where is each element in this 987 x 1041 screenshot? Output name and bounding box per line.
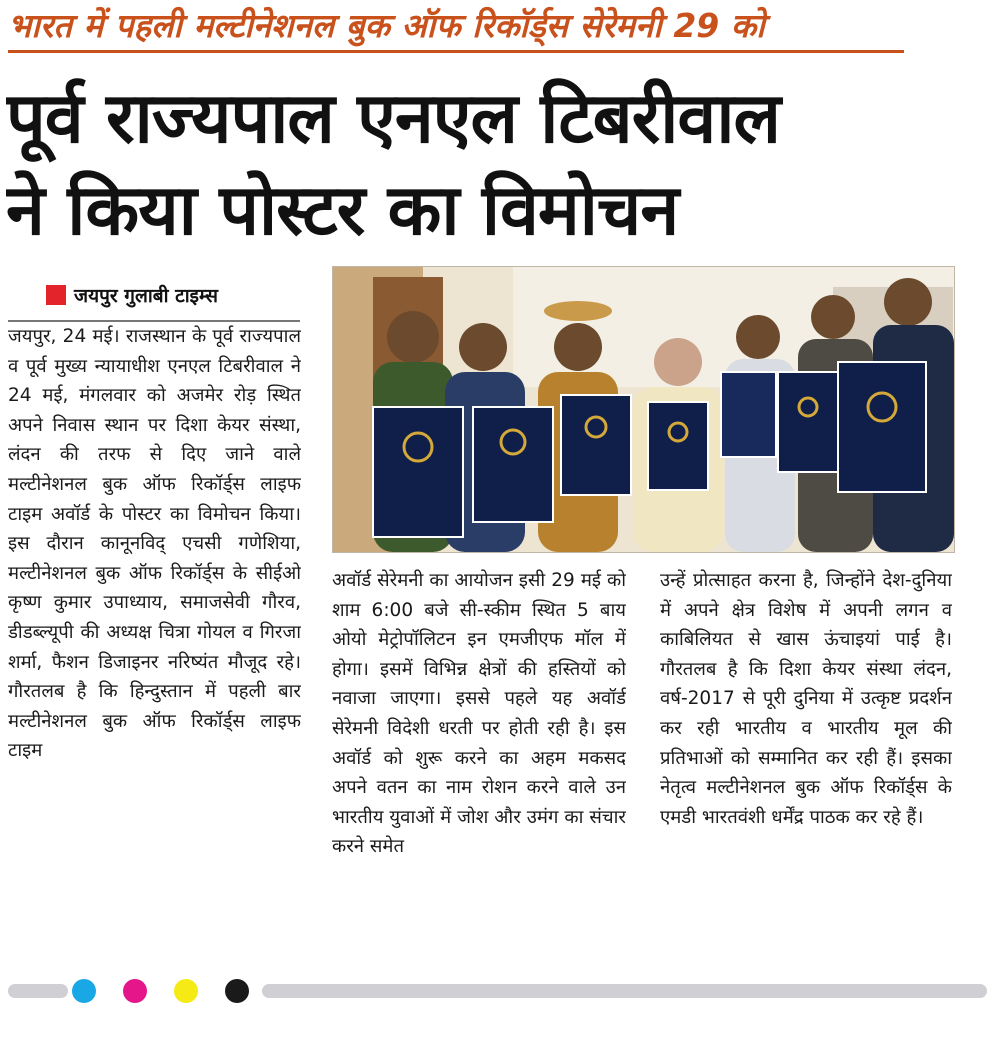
group-photo-illustration <box>333 267 954 552</box>
registration-bar-right <box>262 984 987 998</box>
news-photo <box>332 266 955 553</box>
byline <box>46 282 218 308</box>
yellow-dot <box>174 979 198 1003</box>
kicker-headline: भारत में पहली मल्टीनेशनल बुक ऑफ रिकॉर्ड्स सेरेमनी 29 को <box>8 6 765 45</box>
kicker-underline <box>8 50 904 53</box>
headline-line-2: ने किया पोस्टर का विमोचन <box>6 169 679 251</box>
main-headline <box>6 72 981 256</box>
print-registration-bar <box>0 978 987 1006</box>
headline-line-1: पूर्व राज्यपाल एनएल टिबरीवाल <box>6 77 780 159</box>
black-dot <box>225 979 249 1003</box>
article-column-1: जयपुर, 24 मई। राजस्थान के पूर्व राज्यपाल व पूर्व मुख्य न्यायाधीश एनएल टिबरीवाल ने 24 मई, मंगलवार को अजमेर रोड़ स्थित अपने निवास स्थान पर दिशा केयर संस्था, लंदन की तरफ से दिए जाने वाले मल्टीनेशनल बुक ऑफ रिकॉर्ड्स लाइफ टाइम अवॉर्ड के पोस्टर का विमोचन किया। इस दौरान कानूनविद् एचसी गणेशिया, मल्टीनेशनल बुक ऑफ रिकॉर्ड्स के सीईओ कृष्ण कुमार उपाध्याय, समाजसेवी गौरव, डीडब्ल्यूपी की अध्यक्ष चित्रा गोयल व गिरजा शर्मा, फैशन डिजाइनर नरिष्यंत मौजूद रहे। गौरतलब है कि हिन्दुस्तान में पहली बार मल्टीनेशनल बुक ऑफ रिकॉर्ड्स लाइफ टाइम <box>8 326 301 762</box>
article-column-2: अवॉर्ड सेरेमनी का आयोजन इसी 29 मई को शाम 6:00 बजे सी-स्कीम स्थित 5 बाय ओयो मेट्रोपॉलिटन इन एमजीएफ मॉल में होगा। इसमें विभिन्न क्षेत्रों की हस्तियों को नवाजा जाएगा। इससे पहले यह अवॉर्ड सेरेमनी विदेशी धरती पर होती रही है। इस अवॉर्ड को शुरू करने का अहम मकसद अपने वतन का नाम रोशन करने वाले उन भारतीय युवाओं में जोश और उमंग का संचार करने समेत <box>332 570 626 858</box>
byline-text: जयपुर गुलाबी टाइम्स <box>74 285 219 307</box>
article-column-3: उन्हें प्रोत्साहत करना है, जिन्होंने देश-दुनिया में अपने क्षेत्र विशेष में अपनी लगन व काबिलियत से खास ऊंचाइयां पाई है। गौरतलब है कि दिशा केयर संस्था लंदन, वर्ष-2017 से पूरी दुनिया में उत्कृष्ट प्रदर्शन कर रही भारतीय व भारतीय मूल की प्रतिभाओं को सम्मानित कर रही हैं। इसका नेतृत्व मल्टीनेशनल बुक ऑफ रिकॉर्ड्स के एमडी भारतवंशी धर्मेंद्र पाठक कर रहे हैं। <box>660 570 952 828</box>
magenta-dot <box>123 979 147 1003</box>
byline-square-icon <box>46 285 66 305</box>
cyan-dot <box>72 979 96 1003</box>
registration-bar-left <box>8 984 68 998</box>
